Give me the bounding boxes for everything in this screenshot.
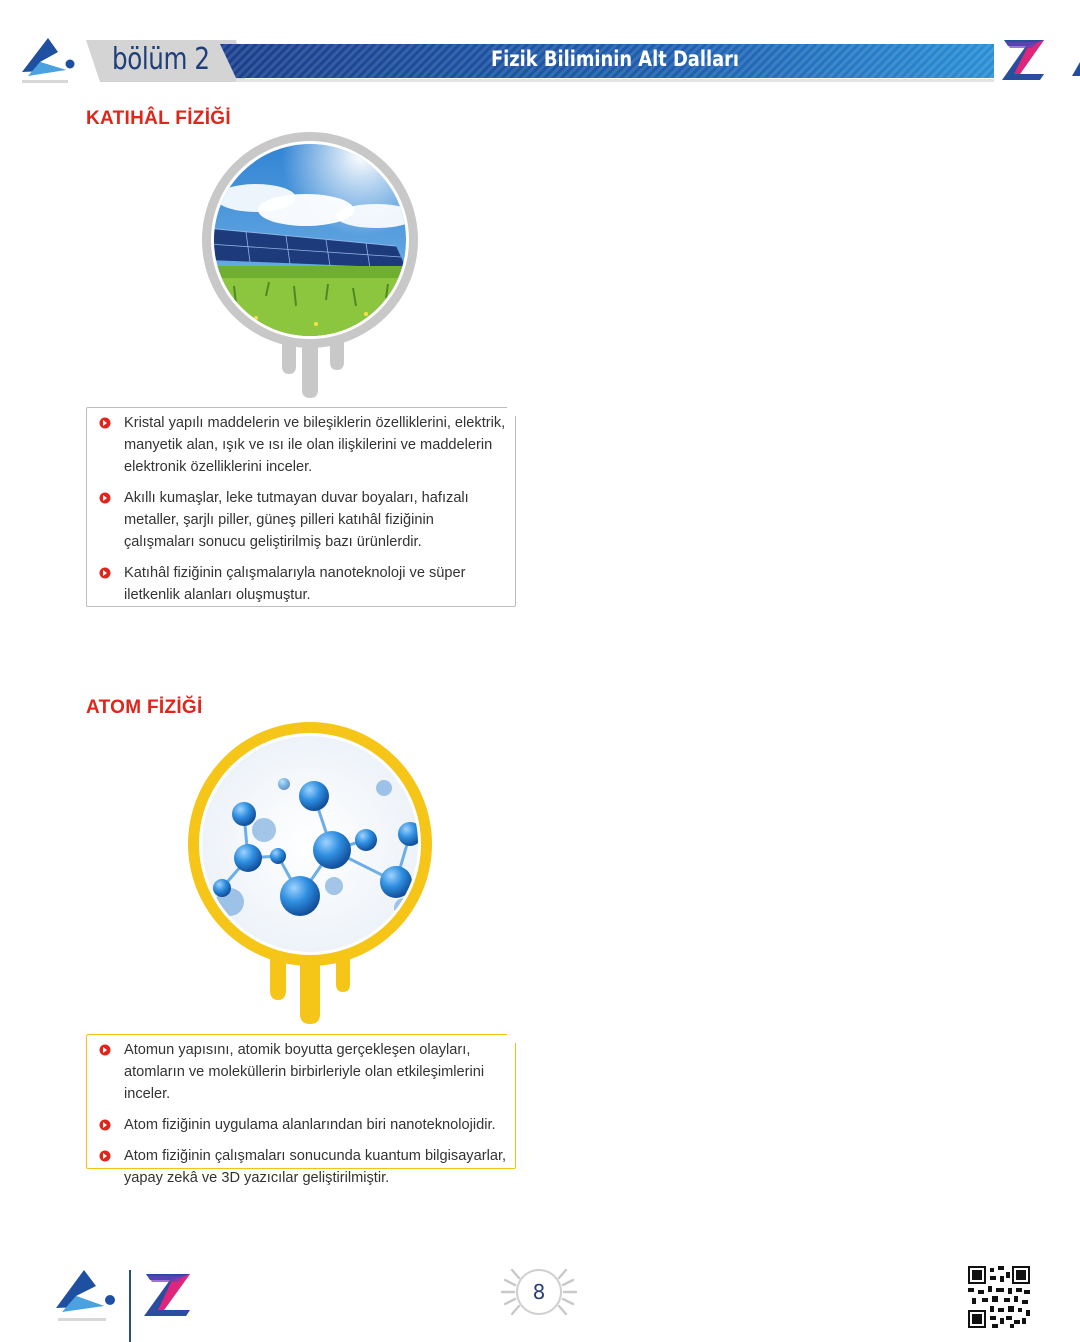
red-bullet-icon bbox=[99, 417, 111, 429]
list-item-text: Kristal yapılı maddelerin ve bileşiklerin özelliklerini, elektrik, manyetik alan, ışık ve ısı ile olan ilişkilerini ve maddelerin elektronik özelliklerini inceler. bbox=[124, 415, 506, 475]
list-item-text: Katıhâl fiziğinin çalışmalarıyla nanoteknoloji ve süper iletkenlik alanları oluşmuştur. bbox=[124, 565, 466, 603]
page-number: 8 bbox=[532, 1280, 546, 1304]
section-title-atomic: ATOM FİZİĞİ bbox=[86, 697, 203, 718]
list-item bbox=[93, 412, 507, 478]
solid-state-info-box bbox=[86, 407, 516, 607]
page-title: Fizik Biliminin Alt Dalları bbox=[490, 47, 740, 71]
red-bullet-icon bbox=[99, 567, 111, 579]
list-item-text: Akıllı kumaşlar, leke tutmayan duvar boyaları, hafızalı metaller, şarjlı piller, güneş pilleri katıhâl fiziğinin çalışmaları sonucu geliştirilmiş bazı ürünlerdir. bbox=[124, 490, 469, 550]
z-brand-logo-icon bbox=[998, 34, 1050, 84]
list-item bbox=[93, 562, 507, 606]
solar-panel-illustration bbox=[196, 128, 426, 398]
publisher-logo-icon bbox=[18, 36, 78, 86]
footer-divider bbox=[129, 1270, 131, 1342]
page-edge-marker-icon bbox=[1064, 60, 1080, 80]
list-item bbox=[93, 1145, 507, 1189]
red-bullet-icon bbox=[99, 1119, 111, 1131]
publisher-logo-icon bbox=[54, 1268, 118, 1324]
chapter-label: bölüm 2 bbox=[112, 42, 210, 77]
red-bullet-icon bbox=[99, 492, 111, 504]
list-item-text: Atom fiziğinin çalışmaları sonucunda kuantum bilgisayarlar, yapay zekâ ve 3D yazıcılar geliştirilmiştir. bbox=[124, 1148, 507, 1186]
z-brand-logo-icon bbox=[140, 1268, 196, 1320]
list-item-text: Atom fiziğinin uygulama alanlarından biri nanoteknolojidir. bbox=[124, 1117, 496, 1133]
red-bullet-icon bbox=[99, 1150, 111, 1162]
qr-code-icon[interactable] bbox=[968, 1266, 1030, 1328]
molecule-illustration bbox=[184, 718, 436, 1028]
list-item-text: Atomun yapısını, atomik boyutta gerçekleşen olayları, atomların ve moleküllerin birbirleriyle olan etkileşimlerini inceler. bbox=[124, 1042, 485, 1102]
list-item bbox=[93, 487, 507, 553]
list-item bbox=[93, 1039, 507, 1105]
section-title-solid-state: KATIHÂL FİZİĞİ bbox=[86, 108, 231, 129]
atomic-info-box bbox=[86, 1034, 516, 1186]
red-bullet-icon bbox=[99, 1044, 111, 1056]
list-item bbox=[93, 1114, 507, 1136]
